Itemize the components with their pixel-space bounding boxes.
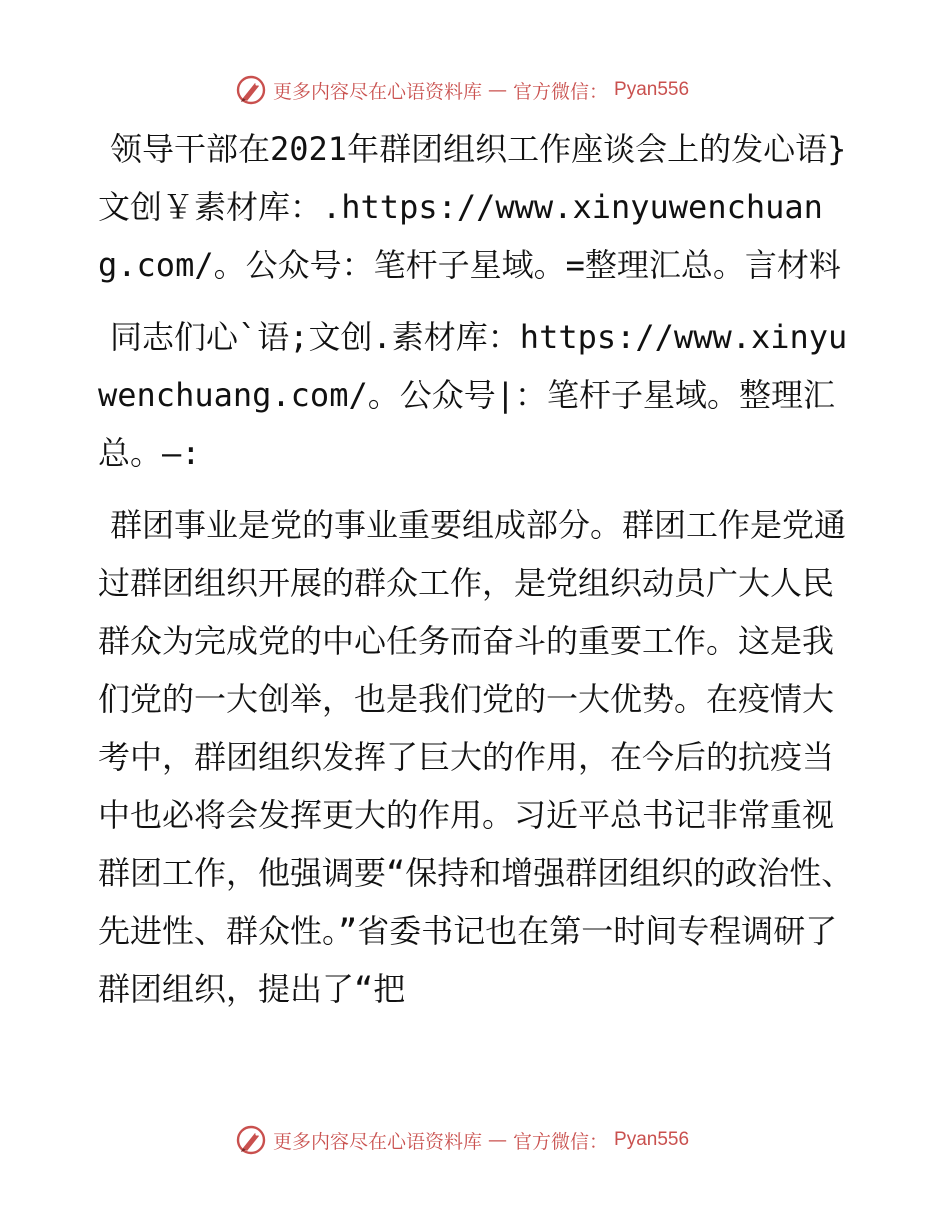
header-watermark (235, 72, 689, 108)
watermark-brand: 更多内容尽在心语资料库 (273, 1130, 483, 1153)
watermark-brand: 更多内容尽在心语资料库 (273, 80, 483, 103)
watermark-wechat-id: Pyan556 (614, 1129, 690, 1150)
watermark-wechat-id: Pyan556 (614, 79, 690, 100)
paragraph-salutation: 同志们心`语;文创.素材库：https://www.xinyuwenchuang.com/。公众号|：笔杆子星域。整理汇总。—: (98, 318, 848, 472)
watermark-separator: — (488, 1129, 508, 1151)
watermark-wechat-label: 官方微信： (513, 1130, 609, 1153)
document-body (98, 120, 858, 1032)
paragraph-body: 群团事业是党的事业重要组成部分。群团工作是党通过群团组织开展的群众工作，是党组织动员广大人民群众为完成党的中心任务而奋斗的重要工作。这是我们党的一大创举，也是我们党的一大优势。在疫情大考中，群团组织发挥了巨大的作用，在今后的抗疫当中也必将会发挥更大的作用。习近平总书记非常重视群团工作，他强调要“保持和增强群团组织的政治性、先进性、群众性。”省委书记也在第一时间专程调研了群团组织，提出了“把 (98, 506, 854, 1008)
footer-watermark (235, 1122, 689, 1158)
paragraph-title: 领导干部在2021年群团组织工作座谈会上的发心语}文创￥素材库：.https://www.xinyuwenchuang.com/。公众号：笔杆子星域。=整理汇总。言材料 (98, 130, 847, 284)
pen-logo-icon (235, 74, 267, 106)
watermark-wechat-label: 官方微信： (513, 80, 609, 103)
pen-logo-icon (235, 1124, 267, 1156)
watermark-separator: — (488, 79, 508, 101)
